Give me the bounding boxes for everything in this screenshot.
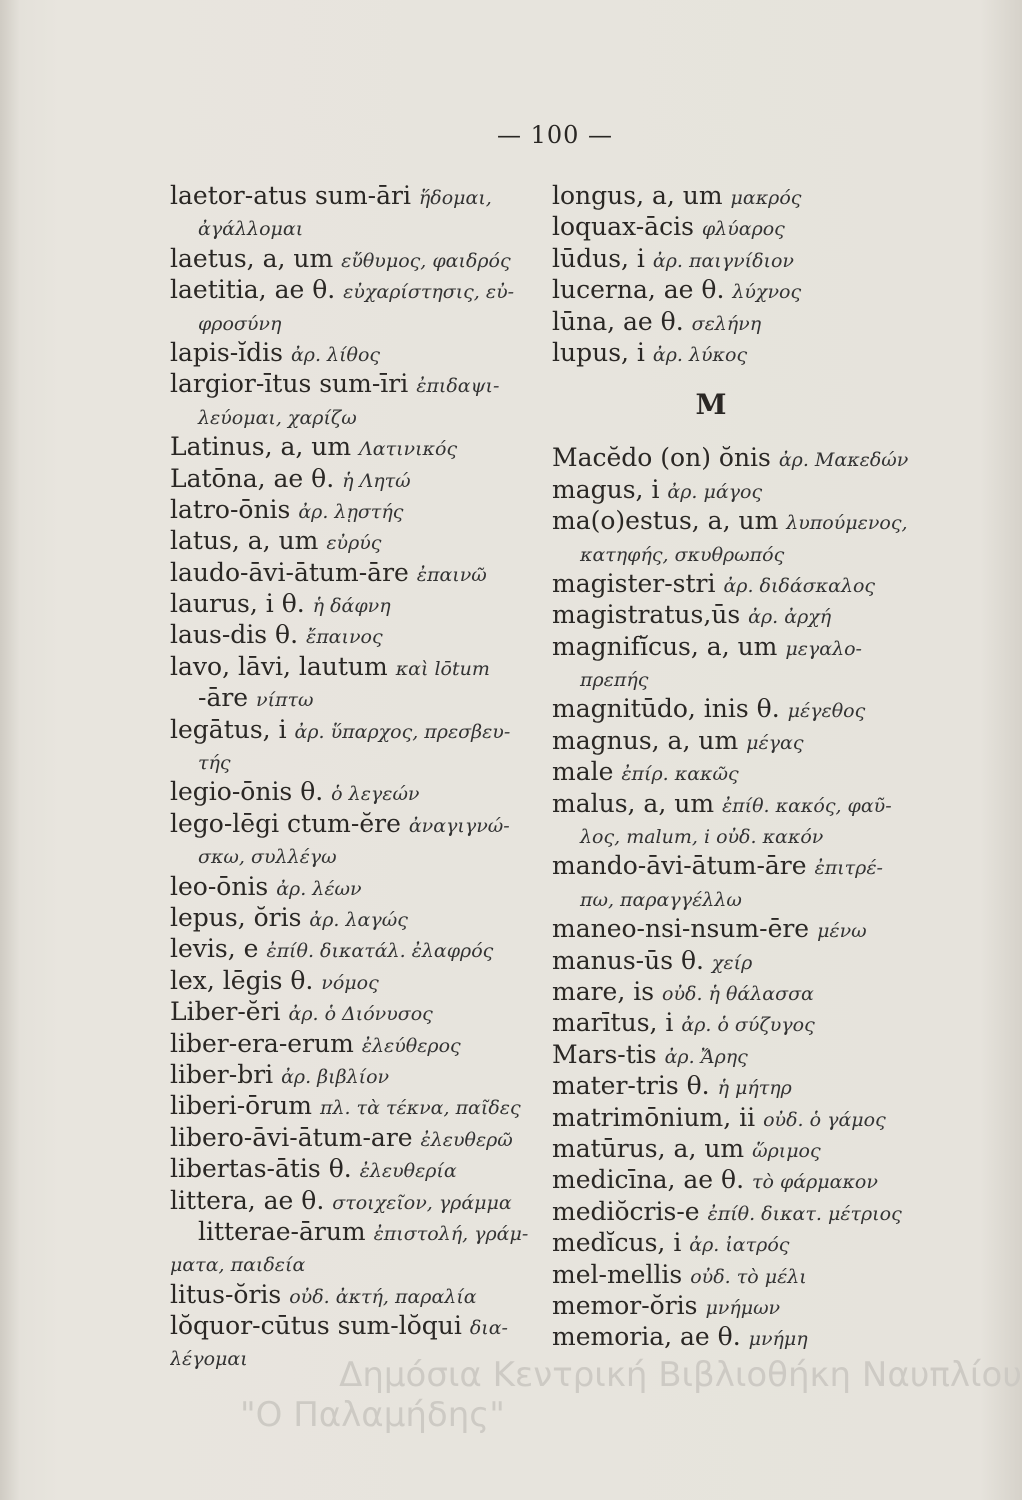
dictionary-entry-line	[552, 819, 982, 850]
dictionary-entry-line	[170, 1185, 600, 1216]
latin-headword: marītus, i	[552, 1008, 682, 1038]
greek-translation: οὐδ. ὁ γάμος	[763, 1108, 886, 1131]
greek-translation: χείρ	[711, 951, 753, 974]
greek-translation: λέγομαι	[170, 1348, 248, 1371]
dictionary-entry-line	[170, 400, 600, 431]
greek-translation: οὐδ. τὸ μέλι	[690, 1265, 807, 1288]
dictionary-entry-line	[552, 945, 982, 976]
greek-translation: ἐπίρ. κακῶς	[621, 763, 739, 786]
dictionary-entry-line	[170, 525, 600, 556]
greek-translation: Λατινικός	[359, 438, 458, 461]
latin-headword: liber-era-erum	[170, 1028, 362, 1058]
dictionary-entry-line	[552, 337, 982, 368]
dictionary-entry-line	[552, 474, 982, 505]
latin-headword: loquax-ācis	[552, 212, 702, 242]
latin-headword: longus, a, um	[552, 181, 731, 210]
greek-translation: στοιχεῖον, γράμμα	[332, 1191, 512, 1214]
dictionary-entry-line	[552, 1007, 982, 1038]
dictionary-entry-line	[552, 913, 982, 944]
latin-headword: littera, ae θ.	[170, 1185, 333, 1215]
dictionary-entry-line	[552, 537, 982, 568]
greek-translation: μέγας	[746, 731, 804, 754]
greek-translation: ἡ Λητώ	[342, 469, 411, 492]
latin-headword: medicīna, ae θ.	[552, 1165, 752, 1195]
greek-translation: σελήνη	[691, 312, 762, 335]
greek-translation: οὐδ. ἡ θάλασσα	[662, 982, 814, 1005]
latin-headword: magnifĭcus, a, um	[552, 631, 786, 661]
dictionary-entry-line	[170, 933, 600, 964]
latin-headword: legātus, i	[170, 714, 295, 744]
dictionary-entry-line	[170, 1122, 600, 1153]
dictionary-entry-line	[552, 274, 982, 305]
greek-translation: φροσύνη	[198, 312, 282, 335]
latin-headword: Latōna, ae θ.	[170, 463, 343, 493]
greek-translation: ἀρ. λῃστής	[298, 500, 404, 523]
library-watermark-line1: Δημόσια Κεντρική Βιβλιοθήκη Ναυπλίου	[339, 1355, 1022, 1395]
latin-headword: memoria, ae θ.	[552, 1322, 749, 1352]
page-number: — 100 —	[496, 121, 614, 149]
greek-translation: εὔθυμος, φαιδρός	[341, 249, 511, 272]
dictionary-entry-line	[170, 745, 600, 776]
latin-headword: lapis-ĭdis	[170, 337, 291, 367]
latin-headword: ma(o)estus, a, um	[552, 506, 787, 536]
latin-headword: matūrus, a, um	[552, 1133, 753, 1163]
greek-translation: ἀρ. λέων	[276, 877, 362, 900]
greek-translation: ἀγάλλομαι	[198, 218, 304, 241]
latin-headword: magus, i	[552, 474, 668, 504]
greek-translation: ἐπιδαψι-	[416, 375, 500, 398]
greek-translation: ἥδομαι,	[418, 187, 492, 209]
dictionary-entry-line	[170, 1216, 600, 1247]
greek-translation: ἀρ. βιβλίον	[281, 1065, 390, 1088]
greek-translation: τὸ φάρμακον	[752, 1171, 878, 1194]
latin-headword: laudo-āvi-ātum-āre	[170, 557, 417, 587]
latin-headword: levis, e	[170, 934, 267, 964]
latin-headword: -āre	[198, 683, 257, 713]
dictionary-entry-line	[170, 776, 600, 807]
greek-translation: ἐπιτρέ-	[814, 857, 883, 880]
latin-headword: lavo, lāvi, lautum	[170, 651, 396, 681]
latin-headword: latus, a, um	[170, 526, 327, 556]
greek-translation: ἀρ. λύκος	[652, 343, 748, 366]
greek-translation: ἀρ. ὁ Διόνυσος	[288, 1003, 433, 1026]
latin-headword: lūdus, i	[552, 243, 653, 273]
right-column-bottom-entries	[552, 442, 982, 1352]
greek-translation: μνήμων	[705, 1296, 781, 1319]
dictionary-entry-line	[552, 882, 982, 913]
dictionary-entry-line	[552, 850, 982, 881]
dictionary-entry-line	[552, 306, 982, 337]
dictionary-entry-line	[170, 557, 600, 588]
dictionary-entry-line	[552, 662, 982, 693]
dictionary-entry-line	[552, 1196, 982, 1227]
greek-translation: ἐλεύθερος	[361, 1034, 461, 1057]
greek-translation: μεγαλο-	[785, 637, 862, 660]
greek-translation: πλ. τὰ τέκνα, παῖδες	[319, 1097, 521, 1120]
latin-headword: laus-dis θ.	[170, 620, 306, 650]
latin-headword: mando-āvi-ātum-āre	[552, 851, 815, 881]
greek-translation: ἀρ. Μακεδών	[778, 449, 909, 472]
latin-headword: matrimōnium, ii	[552, 1102, 764, 1132]
dictionary-entry-line	[552, 1290, 982, 1321]
greek-translation: ἀρ. παιγνίδιον	[652, 249, 794, 272]
dictionary-entry-line	[170, 274, 600, 305]
greek-translation: ἀρ. διδάσκαλος	[723, 574, 876, 597]
greek-translation: κατηφής, σκυθρωπός	[580, 543, 785, 566]
latin-headword: libertas-ātis θ.	[170, 1154, 360, 1184]
latin-headword: litus-ŏris	[170, 1279, 290, 1309]
greek-translation: ἀρ. ἀρχή	[748, 606, 832, 629]
greek-translation: ἐπίθ. κακός, φαῦ-	[721, 794, 892, 817]
greek-translation: ἐλευθερῶ	[420, 1128, 513, 1151]
greek-translation: καὶ lōtum	[395, 657, 490, 680]
latin-headword: lego-lēgi ctum-ĕre	[170, 808, 409, 838]
dictionary-entry-line	[170, 306, 600, 337]
latin-headword: magistratus,ūs	[552, 600, 749, 630]
greek-translation: λος, malum, i οὐδ. κακόν	[580, 826, 824, 849]
latin-headword: lupus, i	[552, 337, 653, 367]
greek-translation: ὁ λεγεών	[331, 783, 420, 806]
latin-headword: lex, lēgis θ.	[170, 965, 322, 995]
latin-headword: Latinus, a, um	[170, 432, 360, 462]
dictionary-entry-line	[552, 568, 982, 599]
dictionary-entry-line	[170, 682, 600, 713]
latin-headword: manus-ūs θ.	[552, 945, 712, 975]
latin-headword: leo-ōnis	[170, 871, 277, 901]
dictionary-entry-line	[552, 505, 982, 536]
latin-headword: legio-ōnis θ.	[170, 777, 332, 807]
latin-headword: laurus, i θ.	[170, 589, 313, 619]
dictionary-entry-line	[552, 631, 982, 662]
latin-headword: medĭcus, i	[552, 1228, 690, 1258]
latin-headword: Macĕdo (on) ŏnis	[552, 443, 779, 473]
latin-headword: liber-bri	[170, 1059, 282, 1089]
greek-translation: οὐδ. ἀκτή, παραλία	[289, 1285, 477, 1308]
greek-translation: ἀρ. λίθος	[290, 343, 381, 366]
dictionary-entry-line	[552, 1133, 982, 1164]
dictionary-entry-line	[170, 902, 600, 933]
dictionary-entry-line	[170, 1059, 600, 1090]
right-column	[552, 180, 982, 1353]
greek-translation: λυπούμενος,	[786, 512, 908, 535]
latin-headword: mel-mellis	[552, 1259, 691, 1289]
dictionary-entry-line	[552, 1102, 982, 1133]
greek-translation: ἀρ. μάγος	[667, 480, 763, 503]
dictionary-entry-line	[552, 1039, 982, 1070]
dictionary-entry-line	[170, 211, 600, 242]
dictionary-entry-line	[552, 1259, 982, 1290]
dictionary-entry-line	[170, 431, 600, 462]
dictionary-entry-line	[552, 976, 982, 1007]
dictionary-entry-line	[552, 442, 982, 473]
latin-headword: mediŏcris-e	[552, 1196, 708, 1226]
dictionary-entry-line	[170, 463, 600, 494]
latin-headword: malus, a, um	[552, 788, 722, 818]
dictionary-entry-line	[170, 180, 600, 211]
dictionary-entry-line	[170, 243, 600, 274]
latin-headword: magnus, a, um	[552, 725, 747, 755]
latin-headword: libero-āvi-ātum-are	[170, 1122, 421, 1152]
latin-headword: laetitia, ae θ.	[170, 275, 344, 305]
greek-translation: πρεπής	[580, 669, 649, 692]
greek-translation: ὥριμος	[752, 1139, 821, 1162]
dictionary-entry-line	[170, 871, 600, 902]
dictionary-entry-line	[170, 494, 600, 525]
greek-translation: ἐλευθερία	[359, 1160, 457, 1183]
dictionary-entry-line	[552, 725, 982, 756]
greek-translation: ἡ δάφνη	[312, 595, 391, 618]
dictionary-entry-line	[170, 714, 600, 745]
dictionary-entry-line	[170, 619, 600, 650]
dictionary-entry-line	[170, 1310, 600, 1341]
dictionary-entry-line	[170, 1279, 600, 1310]
greek-translation: ἀρ. ὁ σύζυγος	[681, 1014, 815, 1037]
dictionary-entry-line	[552, 243, 982, 274]
greek-translation: εὐχαρίστησις, εὐ-	[343, 281, 515, 304]
greek-translation: πω, παραγγέλλω	[580, 888, 742, 911]
greek-translation: ἀναγιγνώ-	[408, 814, 510, 837]
dictionary-entry-line	[170, 337, 600, 368]
latin-headword: mater-tris θ.	[552, 1071, 718, 1101]
greek-translation: ἀρ. ἰατρός	[689, 1234, 790, 1257]
dictionary-entry-line	[170, 1090, 600, 1121]
greek-translation: μακρός	[730, 187, 802, 209]
latin-headword: memor-ŏris	[552, 1290, 706, 1320]
latin-headword: lūna, ae θ.	[552, 306, 692, 336]
dictionary-entry-line	[552, 1164, 982, 1195]
dictionary-entry-line	[552, 1070, 982, 1101]
library-watermark-line2: "Ο Παλαμήδης"	[240, 1395, 505, 1435]
greek-translation: ἀρ. ὕπαρχος, πρεσβευ-	[294, 720, 511, 743]
dictionary-entry-line	[170, 996, 600, 1027]
section-letter-heading: M	[695, 388, 729, 422]
latin-headword: lepus, ŏris	[170, 902, 310, 932]
latin-headword: litterae-ārum	[198, 1216, 374, 1246]
latin-headword: laetor-atus sum-āri	[170, 181, 419, 210]
dictionary-entry-line	[552, 693, 982, 724]
latin-headword: liberi-ōrum	[170, 1091, 320, 1121]
dictionary-entry-line	[552, 180, 982, 211]
dictionary-entry-line	[170, 965, 600, 996]
greek-translation: ἐπίθ. δικατ. μέτριος	[707, 1202, 902, 1225]
dictionary-entry-line	[552, 756, 982, 787]
greek-translation: φλύαρος	[701, 218, 785, 241]
greek-translation: δια-	[469, 1317, 508, 1340]
dictionary-entry-line	[552, 1321, 982, 1352]
latin-headword: lŏquor-cūtus sum-lŏqui	[170, 1311, 470, 1341]
greek-translation: ἐπίθ. δικατάλ. ἐλαφρός	[266, 940, 494, 963]
dictionary-entry-line	[552, 211, 982, 242]
latin-headword: laetus, a, um	[170, 243, 342, 273]
greek-translation: ἐπαινῶ	[416, 563, 487, 586]
greek-translation: ἔπαινος	[306, 626, 383, 649]
greek-translation: λεύομαι, χαρίζω	[198, 406, 357, 429]
latin-headword: magister-stri	[552, 568, 724, 598]
dictionary-entry-line	[170, 368, 600, 399]
dictionary-entry-line	[552, 599, 982, 630]
greek-translation: τής	[198, 752, 231, 775]
greek-translation: ματα, παιδεία	[170, 1254, 306, 1277]
greek-translation: ἀρ. Ἄρης	[664, 1045, 748, 1068]
greek-translation: νόμος	[321, 971, 379, 994]
latin-headword: largior-ītus sum-īri	[170, 369, 417, 399]
latin-headword: Mars-tis	[552, 1039, 665, 1069]
dictionary-entry-line	[170, 839, 600, 870]
dictionary-entry-line	[170, 588, 600, 619]
greek-translation: σκω, συλλέγω	[198, 846, 337, 869]
latin-headword: maneo-nsi-nsum-ēre	[552, 914, 818, 944]
right-column-top-entries	[552, 180, 982, 368]
latin-headword: magnitūdo, inis θ.	[552, 694, 788, 724]
dictionary-entry-line	[170, 808, 600, 839]
latin-headword: male	[552, 757, 622, 787]
latin-headword: latro-ōnis	[170, 494, 299, 524]
greek-translation: νίπτω	[256, 689, 314, 712]
dictionary-entry-line	[552, 788, 982, 819]
greek-translation: ἐπιστολή, γράμ-	[373, 1222, 529, 1245]
latin-headword: mare, is	[552, 976, 663, 1006]
greek-translation: μένω	[817, 920, 867, 943]
greek-translation: λύχνος	[732, 281, 802, 304]
greek-translation: ἡ μήτηρ	[717, 1077, 792, 1100]
dictionary-entry-line	[552, 1227, 982, 1258]
left-column	[170, 180, 600, 1373]
greek-translation: ἀρ. λαγώς	[309, 908, 408, 931]
greek-translation: εὐρύς	[326, 532, 382, 555]
dictionary-entry-line	[170, 1028, 600, 1059]
dictionary-entry-line	[170, 1153, 600, 1184]
greek-translation: μνήμη	[748, 1328, 808, 1351]
dictionary-entry-line	[170, 1247, 600, 1278]
dictionary-entry-line	[170, 651, 600, 682]
greek-translation: μέγεθος	[787, 700, 866, 723]
latin-headword: lucerna, ae θ.	[552, 275, 733, 305]
latin-headword: Liber-ĕri	[170, 997, 289, 1027]
